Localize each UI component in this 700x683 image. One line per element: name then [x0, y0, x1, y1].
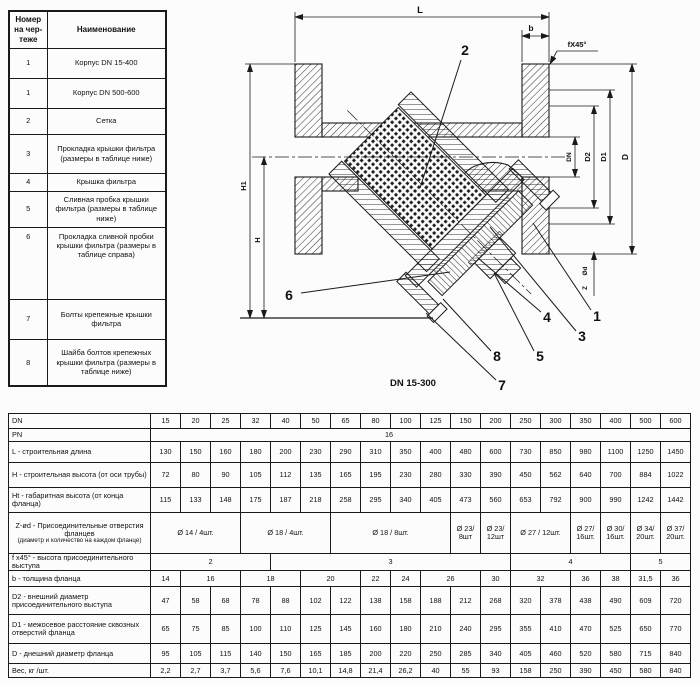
dims-cell: 105 [181, 644, 211, 664]
dims-cell: 900 [571, 488, 601, 513]
left-flange-lower [295, 177, 322, 254]
dims-cell: 122 [331, 587, 361, 615]
dims-cell: 250 [541, 664, 571, 678]
dims-cell: 770 [661, 615, 691, 644]
dims-cell: 65 [151, 615, 181, 644]
dim-label-chamfer: fX45° [567, 40, 587, 49]
dims-cell: 20 [181, 414, 211, 429]
dims-cell: 102 [301, 587, 331, 615]
dims-cell: 560 [481, 488, 511, 513]
dims-row-label: PN [9, 429, 151, 442]
dims-cell: 473 [451, 488, 481, 513]
dims-cell: 609 [631, 587, 661, 615]
dims-cell: 230 [391, 463, 421, 488]
callout-3: 3 [578, 328, 586, 344]
dims-cell: 36 [661, 571, 691, 587]
dim-label-b: b [528, 23, 534, 33]
dims-cell: 150 [271, 644, 301, 664]
dims-cell: 480 [451, 442, 481, 463]
dims-cell: 90 [211, 463, 241, 488]
parts-header-row [9, 11, 166, 48]
dims-cell: 460 [541, 644, 571, 664]
parts-row [9, 227, 166, 299]
dims-cell: 300 [541, 414, 571, 429]
parts-row [9, 191, 166, 227]
dims-cell: 2 [151, 554, 271, 571]
parts-header-number: Номер на чер- теже [9, 11, 47, 48]
dims-row-label: D2 - внешний диаметр присоединительного выступа [9, 587, 151, 615]
dim-label-D1: D1 [599, 152, 608, 162]
dims-cell: 110 [271, 615, 301, 644]
dims-cell: 55 [451, 664, 481, 678]
dims-cell: 405 [421, 488, 451, 513]
dims-cell: 600 [661, 414, 691, 429]
dims-row-label: Z-ød - Присоединительные отверстия фланцев (диаметр и количество на каждом фланце) [9, 513, 151, 554]
dims-cell: 140 [241, 644, 271, 664]
part-number: 8 [9, 339, 47, 386]
dims-cell: 40 [271, 414, 301, 429]
dims-cell: 400 [601, 414, 631, 429]
dims-cell: 210 [421, 615, 451, 644]
dims-cell: 1250 [631, 442, 661, 463]
dims-cell: 100 [241, 615, 271, 644]
dims-row [9, 587, 691, 615]
dims-cell: 5 [631, 554, 691, 571]
dims-cell: 115 [151, 488, 181, 513]
dims-cell: 80 [181, 463, 211, 488]
parts-row [9, 339, 166, 386]
dims-cell: 188 [421, 587, 451, 615]
dims-cell: 133 [181, 488, 211, 513]
dims-cell: 1100 [601, 442, 631, 463]
dims-cell: 200 [271, 442, 301, 463]
dims-cell: Ø 23/ 12шт [481, 513, 511, 554]
part-name: Сливная пробка крышки фильтра (размеры в таблице ниже) [47, 191, 166, 227]
dims-cell: 100 [391, 414, 421, 429]
dims-cell: 21,4 [361, 664, 391, 678]
dims-cell: 438 [571, 587, 601, 615]
dims-cell: 150 [181, 442, 211, 463]
dims-row-label: Ht - габаритная высота (от конца фланца) [9, 488, 151, 513]
dims-cell: 850 [541, 442, 571, 463]
dims-cell: 158 [511, 664, 541, 678]
dims-row [9, 615, 691, 644]
dims-row [9, 513, 691, 554]
dims-cell: 50 [301, 414, 331, 429]
dims-cell: 24 [391, 571, 421, 587]
dims-cell: 158 [391, 587, 421, 615]
dims-row-label: L - строительная длина [9, 442, 151, 463]
dims-table-body [9, 414, 691, 678]
dims-cell: 148 [211, 488, 241, 513]
dims-cell: 640 [571, 463, 601, 488]
dims-cell: 22 [361, 571, 391, 587]
dims-row [9, 554, 691, 571]
dims-cell: Ø 14 / 4шт. [151, 513, 241, 554]
dims-cell: 20 [301, 571, 361, 587]
dims-cell: 18 [241, 571, 301, 587]
right-flange-upper [522, 64, 549, 137]
dims-cell: 378 [541, 587, 571, 615]
dims-cell: 470 [571, 615, 601, 644]
dims-cell: Ø 30/ 16шт. [601, 513, 631, 554]
parts-row [9, 299, 166, 339]
dims-cell: 14,8 [331, 664, 361, 678]
dims-cell: 15 [151, 414, 181, 429]
dims-cell: 212 [451, 587, 481, 615]
dims-cell: 4 [511, 554, 631, 571]
dims-cell: 250 [421, 644, 451, 664]
dims-cell: 730 [511, 442, 541, 463]
part-name: Крышка фильтра [47, 173, 166, 191]
dim-label-H1: H1 [239, 181, 248, 191]
dims-cell: 310 [361, 442, 391, 463]
part-name: Прокладка крышки фильтра (размеры в таблице ниже) [47, 134, 166, 173]
dims-row-label: b - толщина фланца [9, 571, 151, 587]
dims-cell: 200 [361, 644, 391, 664]
dims-cell: 25 [211, 414, 241, 429]
part-name: Сетка [47, 108, 166, 134]
dims-cell: 160 [211, 442, 241, 463]
dim-label-DN: DN [566, 152, 573, 162]
callout-2: 2 [461, 42, 469, 58]
dims-cell: 95 [151, 644, 181, 664]
dims-cell: 10,1 [301, 664, 331, 678]
dims-cell: 138 [361, 587, 391, 615]
parts-row [9, 173, 166, 191]
dims-cell: 400 [421, 442, 451, 463]
dims-cell: 340 [481, 644, 511, 664]
dims-cell: 490 [601, 587, 631, 615]
dims-row-label: Вес, кг /шт. [9, 664, 151, 678]
dims-cell: 350 [391, 442, 421, 463]
dim-label-H: H [253, 237, 262, 243]
parts-row [9, 48, 166, 78]
part-name: Болты крепежные крышки фильтра [47, 299, 166, 339]
dims-cell: 320 [511, 587, 541, 615]
dims-cell: 295 [481, 615, 511, 644]
dims-cell: 5,6 [241, 664, 271, 678]
dims-cell: 1242 [631, 488, 661, 513]
dims-cell: 40 [421, 664, 451, 678]
dims-cell: 285 [451, 644, 481, 664]
dims-row-label: f x45° - высота присоединительного выступа [9, 554, 151, 571]
part-number: 6 [9, 227, 47, 299]
dims-cell: 85 [211, 615, 241, 644]
parts-header-name: Наименование [47, 11, 166, 48]
callout-6: 6 [285, 287, 293, 303]
dims-cell: 525 [601, 615, 631, 644]
dims-cell: 240 [451, 615, 481, 644]
dims-cell: 180 [241, 442, 271, 463]
dims-cell: Ø 18 / 4шт. [241, 513, 331, 554]
dims-cell: 450 [601, 664, 631, 678]
dims-cell: 220 [391, 644, 421, 664]
dims-cell: 16 [181, 571, 241, 587]
dims-cell: 580 [631, 664, 661, 678]
dims-cell: 80 [361, 414, 391, 429]
dims-cell: 720 [661, 587, 691, 615]
dim-label-D2: D2 [583, 152, 592, 162]
dims-cell: 58 [181, 587, 211, 615]
dims-cell: 500 [631, 414, 661, 429]
part-number: 4 [9, 173, 47, 191]
part-name: Шайба болтов крепежных крышки фильтра (размеры в таблице ниже) [47, 339, 166, 386]
dims-cell: 65 [331, 414, 361, 429]
dims-row-label: D - днешний диаметр фланца [9, 644, 151, 664]
dims-cell: 715 [631, 644, 661, 664]
dims-cell: 330 [451, 463, 481, 488]
part-number: 5 [9, 191, 47, 227]
dim-label-D: D [620, 153, 630, 161]
dims-cell: 250 [511, 414, 541, 429]
callout-5: 5 [536, 348, 544, 364]
dims-cell: 792 [541, 488, 571, 513]
dim-label-hole-dia: Ød [582, 266, 589, 276]
dims-row [9, 463, 691, 488]
dims-row [9, 571, 691, 587]
dims-cell: 150 [451, 414, 481, 429]
dims-cell: 350 [571, 414, 601, 429]
part-name: Корпус DN 15-400 [47, 48, 166, 78]
dims-cell: 290 [331, 442, 361, 463]
dims-row-label: H - строительная высота (от оси трубы) [9, 463, 151, 488]
dims-cell: 88 [271, 587, 301, 615]
dims-cell: 195 [361, 463, 391, 488]
dims-cell: 68 [211, 587, 241, 615]
dims-cell: 340 [391, 488, 421, 513]
dims-cell: 980 [571, 442, 601, 463]
dims-cell: 840 [661, 664, 691, 678]
dims-cell: 990 [601, 488, 631, 513]
parts-row [9, 78, 166, 108]
dims-cell: 30 [481, 571, 511, 587]
dims-row [9, 442, 691, 463]
dims-row-label: DN [9, 414, 151, 429]
dims-row-label: D1 - межосевое расстояние сквозных отверстий фланца [9, 615, 151, 644]
dims-cell: 36 [571, 571, 601, 587]
left-flange-upper [295, 64, 322, 137]
callout-1: 1 [593, 308, 601, 324]
dimensions-table [8, 413, 691, 678]
dims-cell: 650 [631, 615, 661, 644]
dims-cell: 130 [151, 442, 181, 463]
dims-row [9, 414, 691, 429]
part-number: 3 [9, 134, 47, 173]
dims-cell: 390 [571, 664, 601, 678]
dims-cell: 520 [571, 644, 601, 664]
dims-cell: Ø 34/ 20шт. [631, 513, 661, 554]
dims-cell: 600 [481, 442, 511, 463]
dims-cell: 840 [661, 644, 691, 664]
parts-row [9, 108, 166, 134]
dims-cell: 38 [601, 571, 631, 587]
dims-row [9, 429, 691, 442]
dims-cell: 884 [631, 463, 661, 488]
dims-row [9, 644, 691, 664]
dims-cell: 135 [301, 463, 331, 488]
dims-cell: 115 [211, 644, 241, 664]
dims-cell: 2,2 [151, 664, 181, 678]
dims-cell: 26 [421, 571, 481, 587]
dim-label-L: L [417, 5, 423, 16]
dims-cell: 390 [481, 463, 511, 488]
dims-cell: Ø 37/ 20шт. [661, 513, 691, 554]
dims-cell: 405 [511, 644, 541, 664]
dims-cell: 31,5 [631, 571, 661, 587]
dims-cell: 180 [391, 615, 421, 644]
dims-cell: 72 [151, 463, 181, 488]
dims-cell: 295 [361, 488, 391, 513]
callout-4: 4 [543, 309, 551, 325]
dims-cell: 160 [361, 615, 391, 644]
dims-cell: 14 [151, 571, 181, 587]
dims-cell: 125 [421, 414, 451, 429]
dims-cell: 562 [541, 463, 571, 488]
callout-7: 7 [498, 377, 506, 393]
dims-cell: Ø 18 / 8шт. [331, 513, 451, 554]
part-name: Прокладка сливной пробки крышки фильтра (размеры в таблице справа) [47, 227, 166, 299]
dims-cell: 410 [541, 615, 571, 644]
part-number: 1 [9, 48, 47, 78]
dims-cell: 165 [331, 463, 361, 488]
dims-cell: 3,7 [211, 664, 241, 678]
drawing-caption: DN 15-300 [390, 378, 436, 389]
callout-8: 8 [493, 348, 501, 364]
dims-cell: 26,2 [391, 664, 421, 678]
dims-cell: 258 [331, 488, 361, 513]
dims-cell: 268 [481, 587, 511, 615]
dims-cell: 185 [331, 644, 361, 664]
dims-cell: 1450 [661, 442, 691, 463]
dims-row [9, 664, 691, 678]
dims-cell: 2,7 [181, 664, 211, 678]
dims-cell: 47 [151, 587, 181, 615]
dims-cell: 450 [511, 463, 541, 488]
dims-cell: 355 [511, 615, 541, 644]
dims-cell: 16 [151, 429, 691, 442]
dims-cell: 1022 [661, 463, 691, 488]
dims-cell: 125 [301, 615, 331, 644]
dims-cell: 580 [601, 644, 631, 664]
parts-row [9, 134, 166, 173]
dims-cell: 218 [301, 488, 331, 513]
dims-cell: 32 [241, 414, 271, 429]
dims-cell: 187 [271, 488, 301, 513]
dims-cell: 112 [271, 463, 301, 488]
parts-table [8, 10, 167, 387]
part-number: 7 [9, 299, 47, 339]
part-number: 2 [9, 108, 47, 134]
dims-cell: 280 [421, 463, 451, 488]
dims-cell: 653 [511, 488, 541, 513]
dim-label-hole-count: Z [582, 286, 589, 290]
dims-cell: 230 [301, 442, 331, 463]
dims-cell: 78 [241, 587, 271, 615]
dims-cell: Ø 27 / 12шт. [511, 513, 571, 554]
dims-cell: 75 [181, 615, 211, 644]
dims-cell: 1442 [661, 488, 691, 513]
dims-cell: Ø 23/ 8шт [451, 513, 481, 554]
dims-cell: 3 [271, 554, 511, 571]
dims-row [9, 488, 691, 513]
dims-cell: 165 [301, 644, 331, 664]
dims-cell: 145 [331, 615, 361, 644]
dims-cell: 7,6 [271, 664, 301, 678]
dims-cell: 200 [481, 414, 511, 429]
dims-cell: 105 [241, 463, 271, 488]
dims-cell: Ø 27/ 16шт. [571, 513, 601, 554]
dims-cell: 93 [481, 664, 511, 678]
part-number: 1 [9, 78, 47, 108]
dims-cell: 700 [601, 463, 631, 488]
parts-table-body [9, 48, 166, 386]
dims-cell: 175 [241, 488, 271, 513]
dims-cell: 32 [511, 571, 571, 587]
part-name: Корпус DN 500-600 [47, 78, 166, 108]
